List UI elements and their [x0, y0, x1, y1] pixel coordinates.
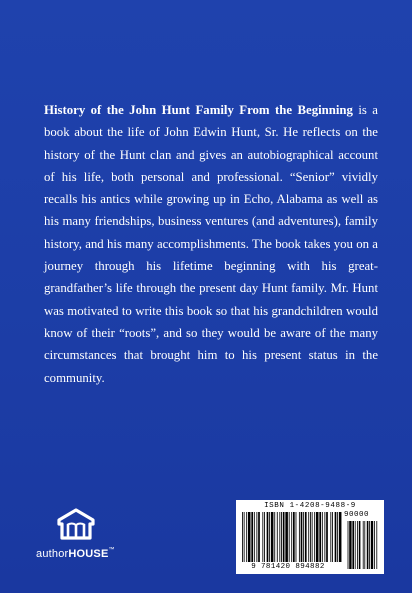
publisher-name: authorHOUSE™ — [36, 547, 115, 560]
house-book-icon — [56, 508, 96, 544]
description-text: is a book about the life of John Edwin Hunt, Sr. He reflects on the history of the Hunt clan and gives an autobiographical account of his life, both personal and professional. “Senior” vividly recalls his antics while growing up in Echo, Alabama as well as his many friendships, business ventures (and adventures), family history, and his many accomplishments. The book takes you on a journey through his lifetime beginning with his great-grandfather’s life through the present day Hunt family. Mr. Hunt was motivated to write this book so that his grandchildren would know of their “roots”, and so they would be aware of the many circumstances that brought him to his present status in the community. — [44, 103, 378, 385]
book-title: History of the John Hunt Family From the Beginning — [44, 103, 353, 117]
ean-digits: 9 781420 894882 — [251, 563, 325, 571]
price-code: 90000 — [344, 511, 370, 519]
barcode-label — [236, 500, 384, 574]
book-description — [44, 99, 378, 389]
isbn-text: ISBN 1-4208-9488-9 — [264, 502, 356, 510]
publisher-logo — [36, 508, 136, 568]
